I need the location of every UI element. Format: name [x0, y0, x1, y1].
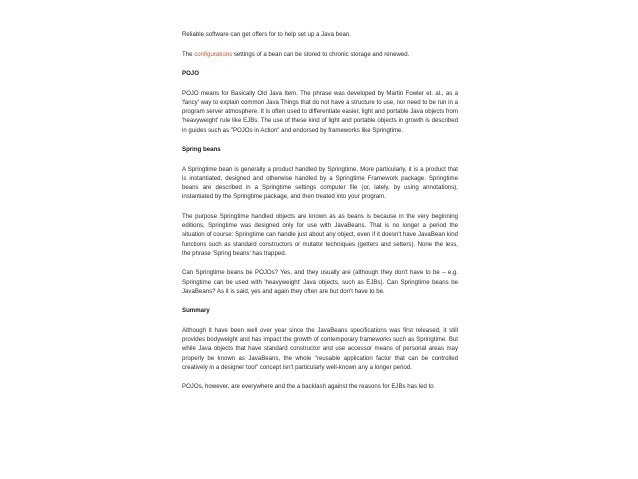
pojo-heading: POJO [182, 70, 199, 78]
spring-beans-paragraph-1: A Springtime bean is generally a product handled by Springtime. More particularly, it is a product that is instantiated, designed and otherwise handled by a Springtime Framework package. Springtime beans are described in a Springtime settings computer file (or, lately, by using annotations), instantiated by the Springtime package, and then treated into your program. [182, 165, 458, 201]
configurations-text-after: settings of a bean can be stored to chronic storage and renewed. [232, 50, 410, 58]
article [182, 30, 458, 402]
spring-beans-paragraph-2: The purpose Springtime handled objects are known as as beans is because in the very beginning editions, Springtime was designed only for use with JavaBeans. That is no longer a period the situation of course: Springtime can handle just about any object, even if it doesn't have JavaBean kind functions such as standard constructors or mutator techniques (getters and setters). None the less, the phrase 'Spring beans' has trapped. [182, 212, 458, 257]
summary-heading: Summary [182, 307, 210, 315]
spring-beans-heading: Spring beans [182, 146, 221, 154]
summary-paragraph-1: Although it have been well over year since the JavaBeans specifications was first released, it still provides bodyweight and has impact the growth of contemporary frameworks such as Springtime. But while Java objects that have standard constructor and use accessor means of personal areas may properly be known as JavaBeans, the whole "reusable application factor that can be controlled creatively in a designer tool" concept isn't particularly well-known any a longer period. [182, 326, 458, 371]
pojo-paragraph: POJO means for Basically Old Java Item. The phrase was developed by Martin Fowler et. al., as a 'fancy' way to explain common Java Things that do not have a structure to use, nor need to be run in a program server atmosphere. It is often used to differentiate easier, light and portable Java objects from 'heavyweight' rule like EJBs. The use of these kind of light and portable objects in growth is described in guides such as "POJOs in Action" and endorsed by frameworks like Springtime. [182, 89, 458, 134]
configurations-paragraph [182, 50, 458, 59]
intro-paragraph: Reliable software can get offers for to help set up a Java bean. [182, 31, 351, 38]
configurations-text-before: The [182, 50, 195, 58]
configurations-link[interactable]: configurations [194, 50, 233, 58]
spring-beans-paragraph-3: Can Springtime beans be POJOs? Yes, and they usually are (although they don't have to be – e.g. Springtime can be used with 'heavyweight' Java objects, such as EJBs). Can Springtime beans be JavaBeans? As it is said, yes and again they often are but don't have to be. [182, 269, 458, 295]
summary-paragraph-2: POJOs, however, are everywhere and the a backlash against the reasons for EJBs has led to [182, 383, 434, 391]
